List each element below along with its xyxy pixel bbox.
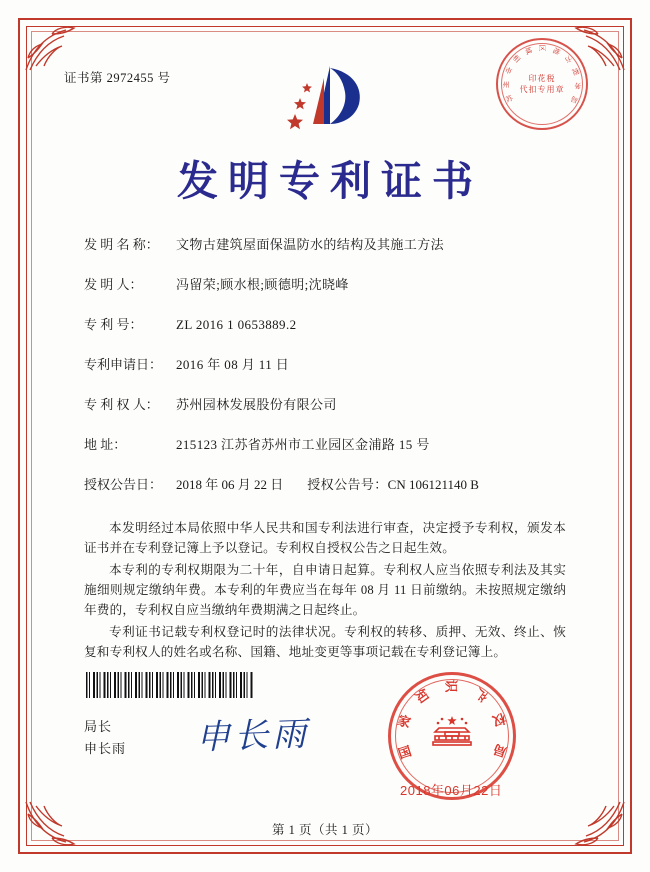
seal-arc-text: 国 家 知 识 产 权 局	[395, 679, 509, 762]
field-value: 2016 年 08 月 11 日	[176, 357, 290, 372]
field-list	[84, 236, 574, 516]
paragraph-1: 本发明经过本局依照中华人民共和国专利法进行审查，决定授予专利权，颁发本证书并在专利登记簿上予以登记。专利权自授权公告之日起生效。	[84, 521, 566, 555]
field-row-address	[84, 436, 574, 454]
field-value: 215123 江苏省苏州市工业园区金浦路 15 号	[176, 437, 430, 452]
field-label: 发 明 名 称：	[84, 237, 159, 252]
field-value: 文物古建筑屋面保温防水的结构及其施工方法	[176, 237, 445, 252]
handwritten-signature: 申长雨	[195, 716, 311, 757]
field-row-patentee	[84, 396, 574, 414]
tax-stamp-seal	[496, 38, 588, 130]
body-text	[84, 518, 566, 664]
cnipa-logo-icon	[283, 62, 375, 136]
field-row-inventors	[84, 276, 574, 294]
certificate-number: 证书第 2972455 号	[64, 71, 171, 85]
field-label: 地 址：	[84, 437, 127, 452]
signature-block	[84, 716, 126, 760]
grant-date-label: 授权公告日：	[84, 477, 163, 492]
grant-number-label: 授权公告号：	[307, 477, 388, 492]
field-value: 冯留荣;顾水根;顾德明;沈晓峰	[176, 277, 349, 292]
director-title-label: 局长	[84, 719, 113, 734]
page-footer: 第 1 页（共 1 页）	[271, 823, 378, 837]
corner-flourish-icon	[22, 22, 84, 74]
field-value: ZL 2016 1 0653889.2	[176, 317, 297, 332]
field-row-invention-name	[84, 236, 574, 254]
field-value: 苏州园林发展股份有限公司	[176, 397, 337, 412]
field-label: 专 利 号：	[84, 317, 143, 332]
stamp-center-line2: 代扣专用章	[519, 85, 565, 94]
grant-number-value: CN 106121140 B	[387, 477, 479, 492]
grant-number-group	[307, 476, 479, 494]
director-name-label: 申长雨	[84, 741, 127, 756]
stamp-arc-text: 苏 州 市 相 城 区 地 方 税 务 局	[502, 44, 582, 105]
grant-date-value: 2018 年 06 月 22 日	[176, 477, 284, 492]
stamp-center-line1: 印花税	[528, 74, 556, 83]
stamp-center-text	[520, 73, 565, 95]
national-emblem-icon	[425, 714, 479, 758]
paragraph-2: 本专利的专利权期限为二十年，自申请日起算。专利权人应当依照专利法及其实施细则规定缴纳年费。本专利的年费应当在每年 08 月 11 日前缴纳。未按照规定缴纳年费的，专利权自应当缴纳年费期满之日起终止。	[84, 563, 566, 617]
field-row-patent-number	[84, 316, 574, 334]
field-row-application-date	[84, 356, 574, 374]
field-label: 发 明 人：	[84, 277, 143, 292]
paragraph-3: 专利证书记载专利权登记时的法律状况。专利权的转移、质押、无效、终止、恢复和专利权人的姓名或名称、国籍、地址变更等事项记载在专利登记簿上。	[84, 625, 566, 659]
field-row-grant-announcement	[84, 476, 574, 494]
field-label: 专 利 权 人：	[84, 397, 159, 412]
field-label: 专利申请日：	[84, 357, 163, 372]
barcode	[86, 672, 254, 698]
seal-date: 2018年06月22日	[400, 783, 503, 798]
page-title: 发明专利证书	[177, 158, 483, 204]
